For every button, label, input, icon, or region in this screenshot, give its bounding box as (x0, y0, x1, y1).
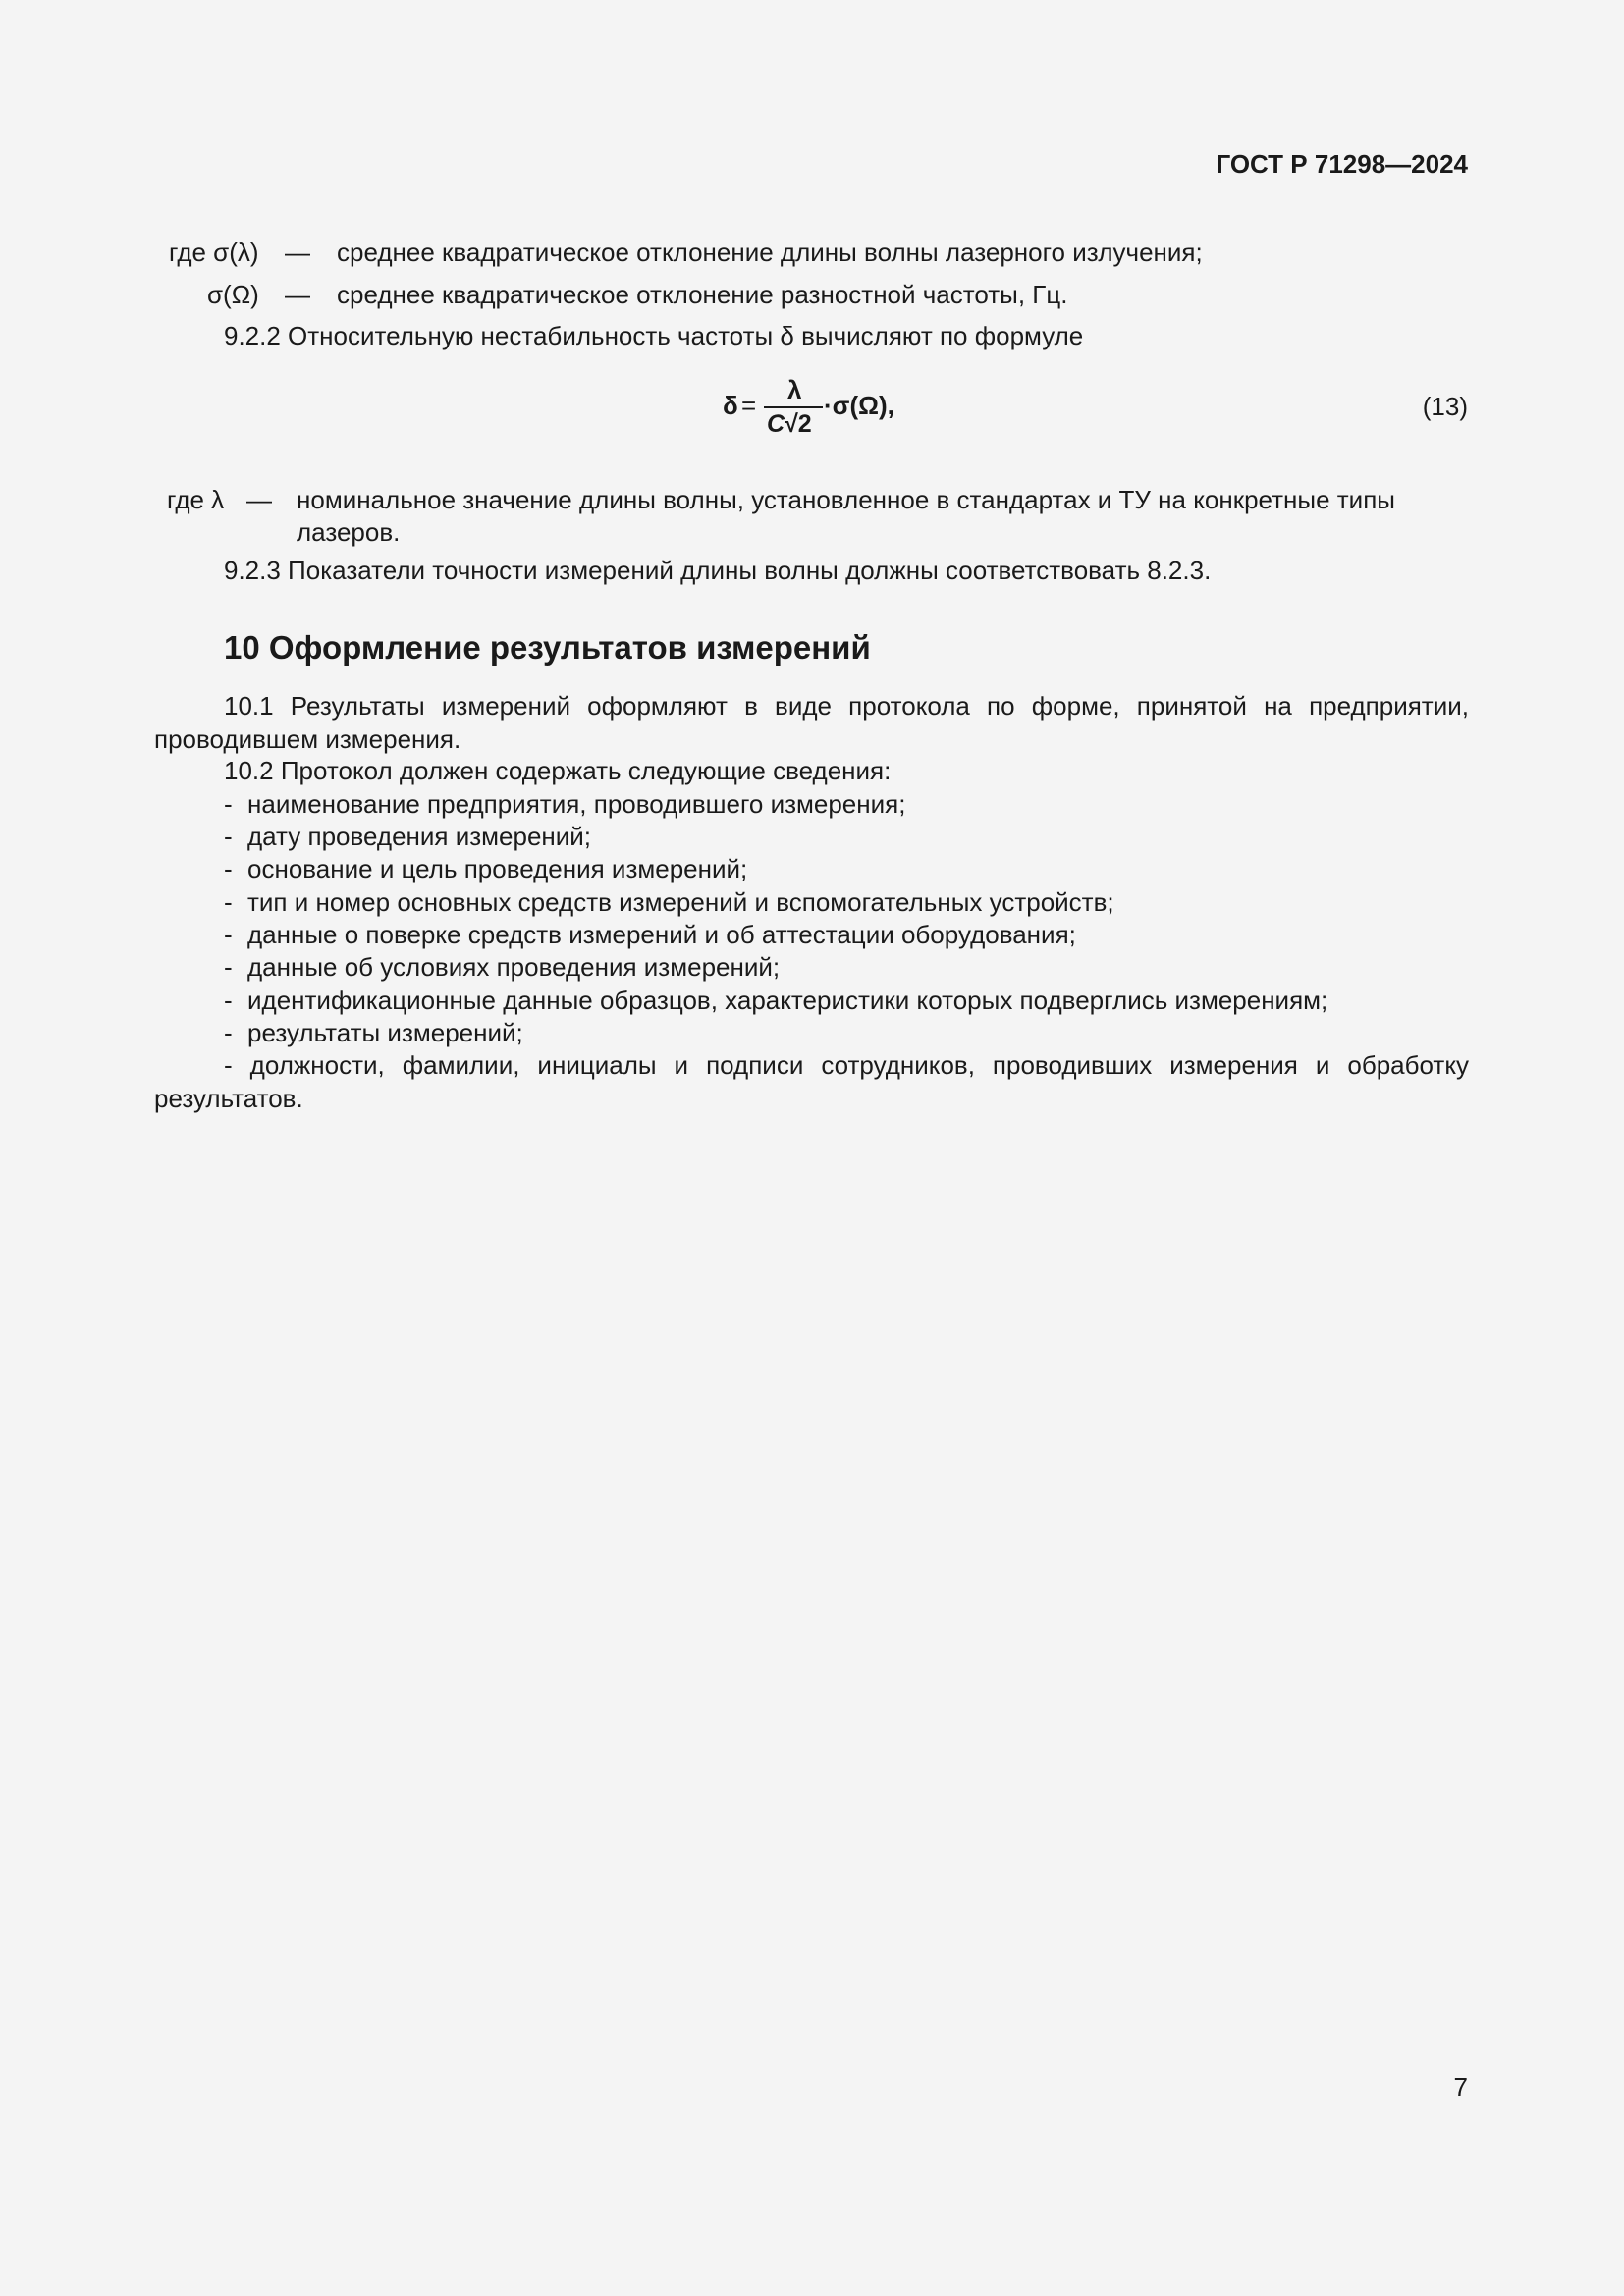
def-text-lambda-line1: номинальное значение длины волны, установленное в стандартах и ТУ на конкретные типы (297, 485, 1395, 514)
def-text-sigma-omega: среднее квадратическое отклонение разностной частоты, Гц. (337, 280, 1068, 309)
list-item (224, 787, 905, 821)
list-item (224, 918, 1076, 951)
def-text-lambda-line2: лазеров. (297, 517, 401, 547)
list-item (224, 820, 591, 853)
def-label-sigma-omega: σ(Ω) (207, 280, 259, 309)
list-item (224, 950, 780, 984)
list-item (224, 984, 1327, 1017)
page-number: 7 (1453, 2072, 1468, 2102)
paragraph-10-2: 10.2 Протокол должен содержать следующие сведения: (224, 756, 892, 785)
formula-numerator: λ (787, 375, 802, 404)
equation-number: (13) (1422, 392, 1468, 421)
formula-rhs: ·σ(Ω), (824, 391, 894, 420)
formula-lhs: δ (723, 391, 738, 420)
list-item (224, 1016, 523, 1049)
list-item (224, 852, 747, 885)
list-dash: - (224, 1018, 233, 1047)
document-id: ГОСТ Р 71298—2024 (1216, 149, 1468, 179)
list-item-text: данные о поверке средств измерений и об аттестации оборудования; (247, 920, 1076, 949)
paragraph-9-2-3: 9.2.3 Показатели точности измерений длины волны должны соответствовать 8.2.3. (224, 556, 1212, 585)
list-dash: - (224, 986, 233, 1015)
fraction-bar (764, 406, 823, 408)
def-label-lambda: где λ (167, 485, 225, 514)
paragraph-10-1: 10.1 Результаты измерений оформляют в виде протокола по форме, принятой на предприятии, проводившем измерения. (154, 691, 1469, 754)
formula-13 (723, 373, 919, 442)
paragraph-9-2-2: 9.2.2 Относительную нестабильность частоты δ вычисляют по формуле (224, 321, 1084, 350)
list-item-text: дату проведения измерений; (247, 822, 592, 851)
list-item-text: основание и цель проведения измерений; (247, 854, 748, 883)
formula-denominator (767, 410, 812, 439)
list-item-text: идентификационные данные образцов, характеристики которых подверглись измерениям; (247, 986, 1328, 1015)
def-dash: — (246, 485, 272, 514)
def-dash: — (285, 238, 310, 267)
formula-equals: = (741, 391, 757, 420)
list-dash: - (224, 887, 233, 917)
def-dash: — (285, 280, 310, 309)
list-dash: - (224, 952, 233, 982)
list-dash: - (224, 1050, 233, 1080)
list-item-text: наименование предприятия, проводившего измерения; (247, 789, 906, 819)
list-item-text: тип и номер основных средств измерений и вспомогательных устройств; (247, 887, 1114, 917)
list-item-last (154, 1048, 1469, 1115)
list-dash: - (224, 920, 233, 949)
list-item (224, 885, 1114, 919)
list-dash: - (224, 854, 233, 883)
def-text-sigma-lambda: среднее квадратическое отклонение длины волны лазерного излучения; (337, 238, 1203, 267)
section-heading: 10 Оформление результатов измерений (224, 629, 871, 666)
formula-denominator-c: C (767, 410, 785, 438)
formula-denominator-root: √2 (785, 410, 812, 438)
list-dash: - (224, 822, 233, 851)
list-item-text: данные об условиях проведения измерений; (247, 952, 781, 982)
list-dash: - (224, 789, 233, 819)
list-item-text: должности, фамилии, инициалы и подписи сотрудников, проводивших измерения и обработку результатов. (154, 1050, 1469, 1113)
list-item-text: результаты измерений; (247, 1018, 523, 1047)
def-label-sigma-lambda: где σ(λ) (169, 238, 259, 267)
